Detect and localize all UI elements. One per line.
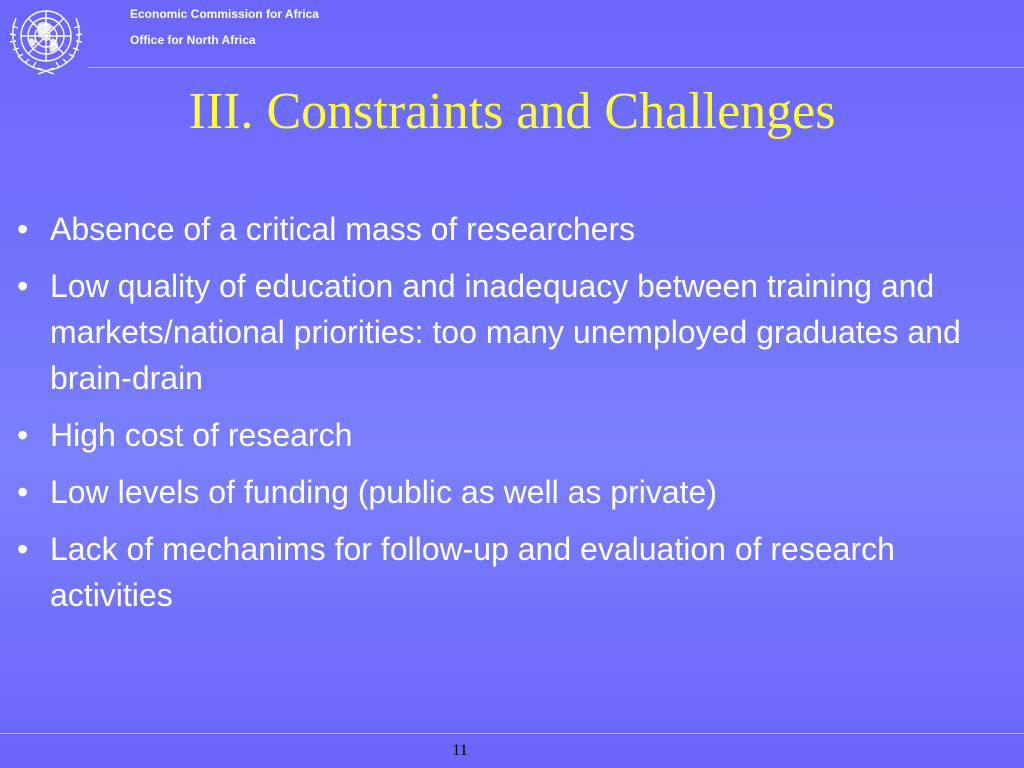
bullet-marker: • <box>17 417 29 453</box>
bullet-text: Absence of a critical mass of researchers <box>50 211 636 247</box>
bullet-text: Low quality of education and inadequacy between training and markets/national priorities: too many unemployed graduates and brain-drain <box>50 268 961 396</box>
org-office: Office for North Africa <box>130 33 256 47</box>
list-item <box>0 526 1010 618</box>
list-item <box>0 263 1010 401</box>
bullet-list <box>0 206 1010 629</box>
header-divider <box>88 67 1024 68</box>
list-item <box>0 206 1010 252</box>
slide-title: III. Constraints and Challenges <box>188 83 836 140</box>
bullet-text: Low levels of funding (public as well as private) <box>50 474 717 510</box>
bullet-text: High cost of research <box>50 417 353 453</box>
list-item <box>0 469 1010 515</box>
list-item <box>0 412 1010 458</box>
bullet-marker: • <box>17 211 29 247</box>
un-emblem-icon <box>2 2 90 78</box>
bullet-marker: • <box>17 474 29 510</box>
page-number: 11 <box>452 742 468 759</box>
footer-divider <box>0 733 1024 734</box>
bullet-marker: • <box>17 531 29 567</box>
bullet-marker: • <box>17 268 29 304</box>
org-name: Economic Commission for Africa <box>130 7 319 21</box>
bullet-text: Lack of mechanims for follow-up and evaluation of research activities <box>50 531 895 613</box>
